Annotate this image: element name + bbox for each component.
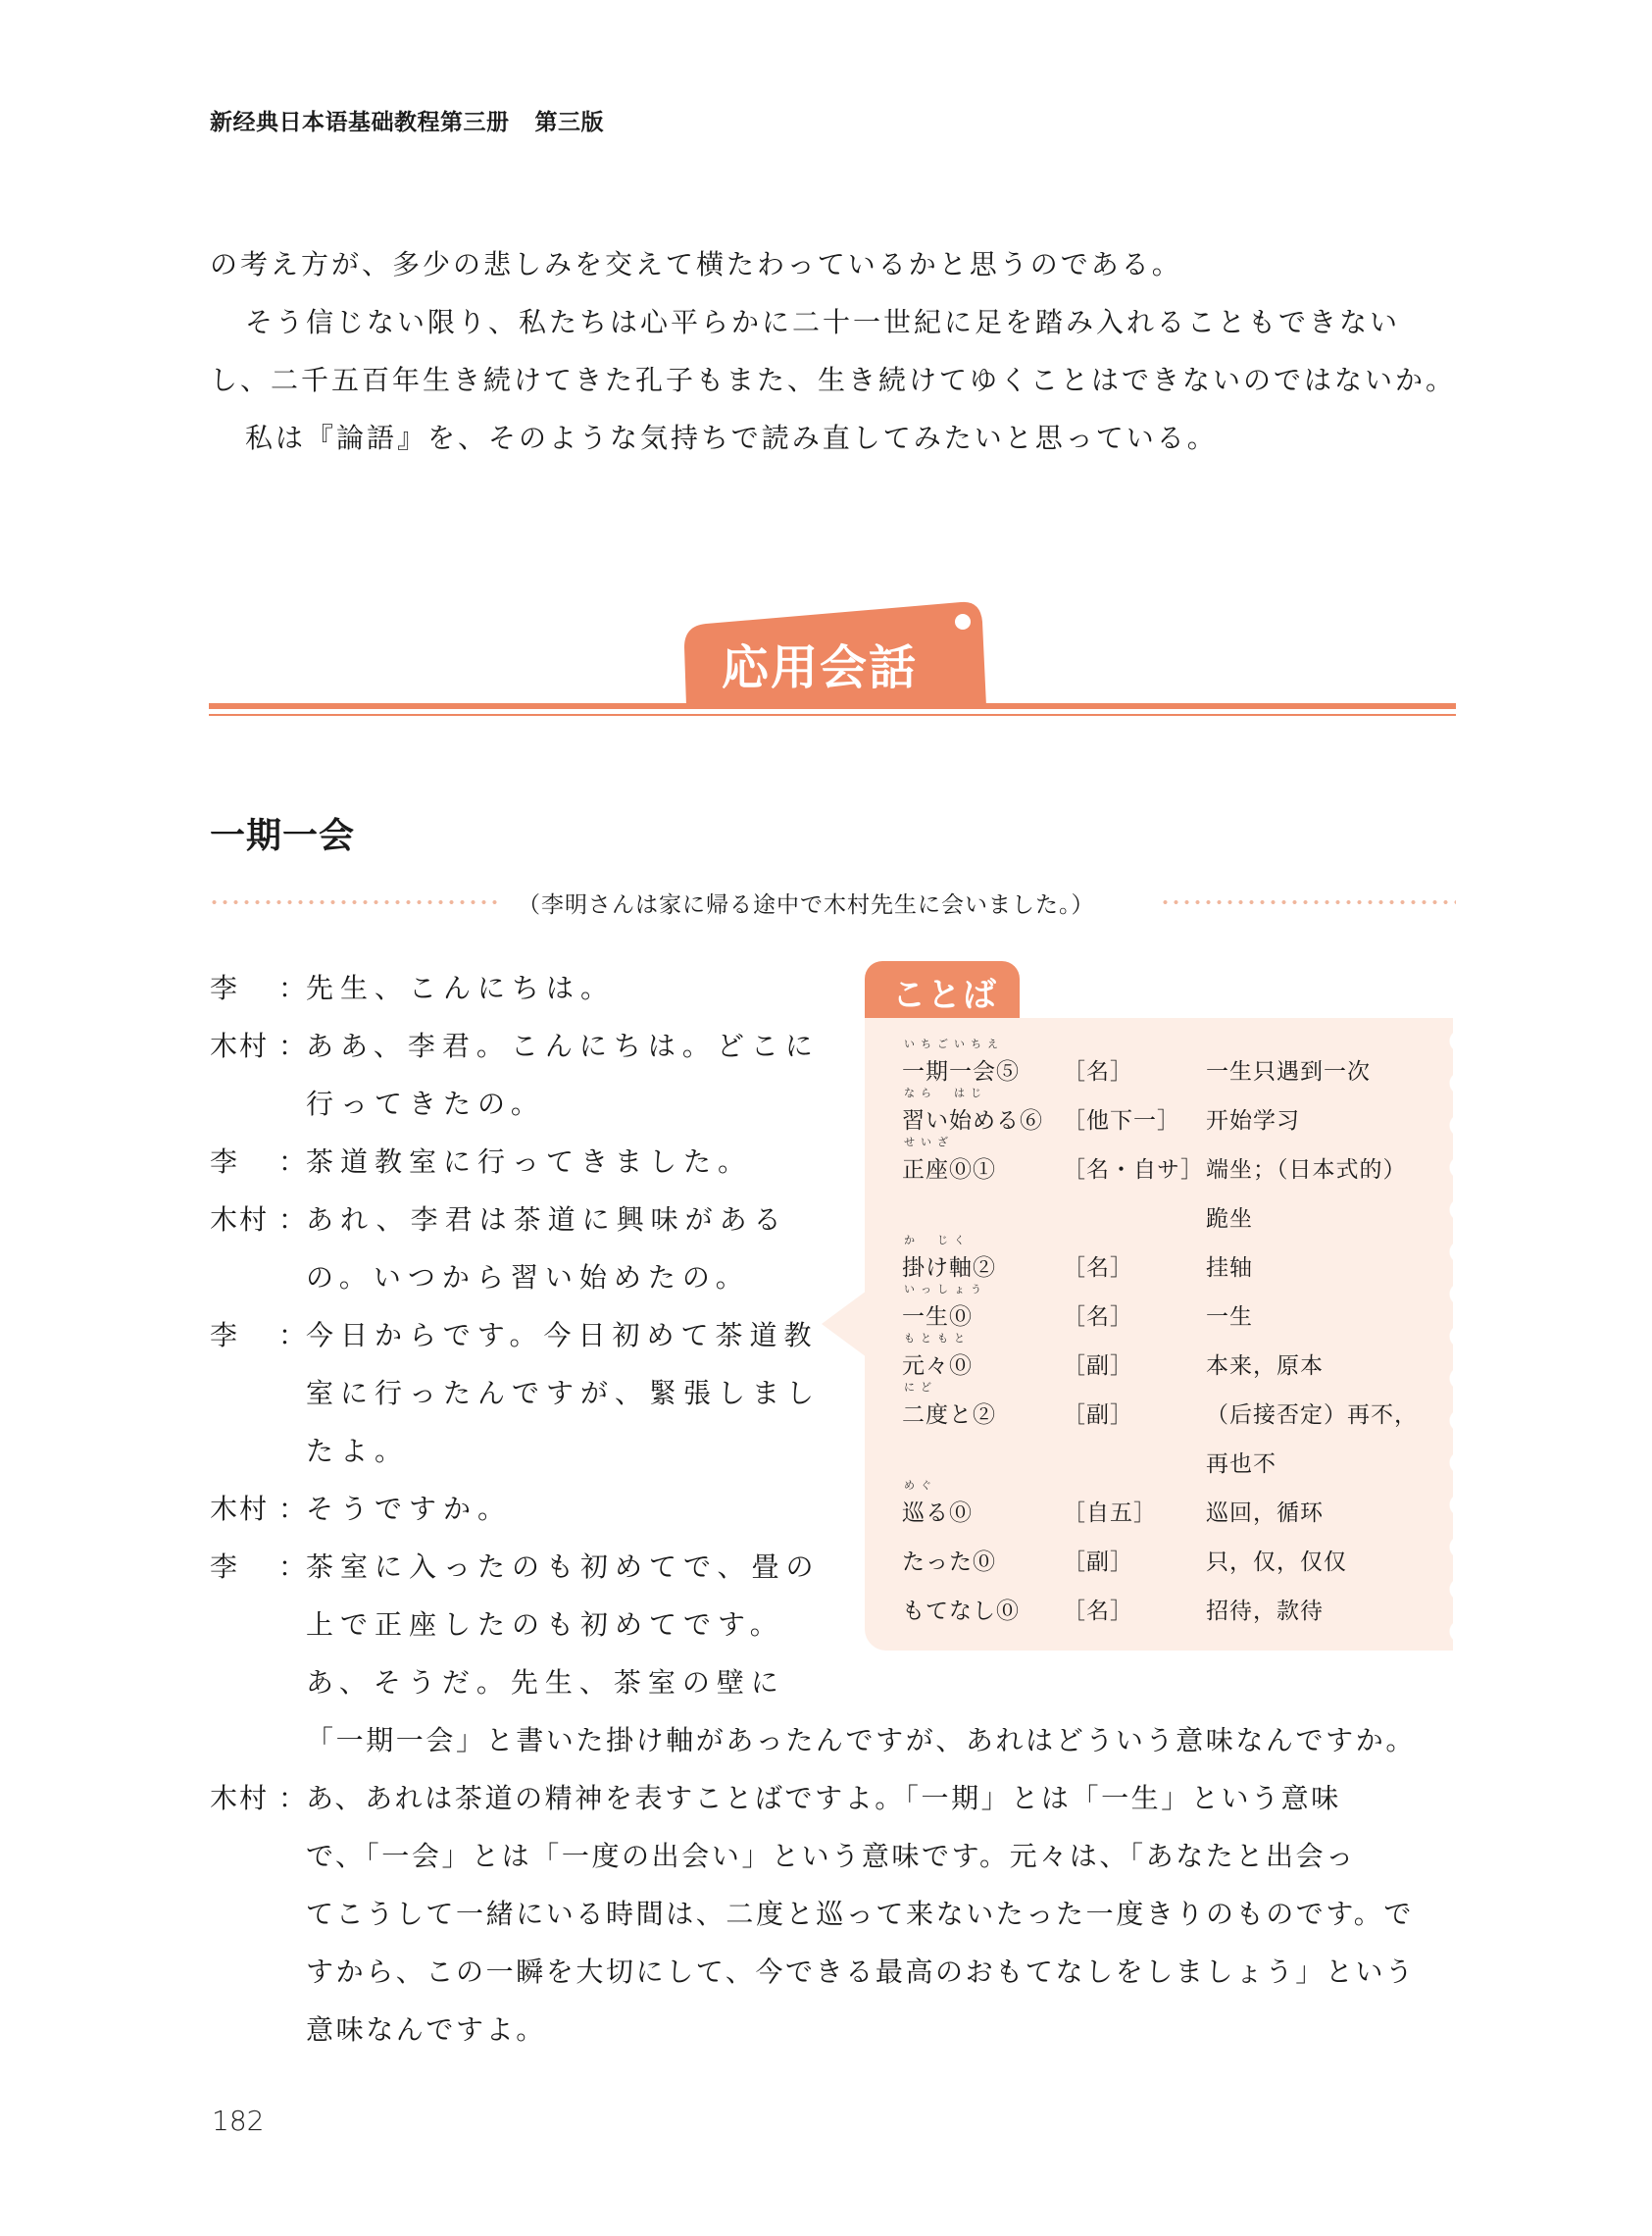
vocab-meaning: 再也不 — [1206, 1451, 1277, 1477]
book-title: 新经典日本语基础教程第三册 — [210, 110, 510, 135]
utterance: あ、そうだ。先生、茶室の壁に — [306, 1666, 785, 1699]
utterance: 茶道教室に行ってきました。 — [306, 1145, 753, 1178]
colon: ： — [278, 1319, 314, 1351]
vocab-pos: ［名・自サ］ — [1063, 1157, 1204, 1183]
utterance: 先生、こんにちは。 — [306, 972, 616, 1004]
vocab-meaning: 端坐；（日本式的） — [1206, 1157, 1407, 1183]
vocab-meaning: 一生只遇到一次 — [1206, 1059, 1371, 1085]
vocab-meaning: 挂轴 — [1206, 1255, 1253, 1281]
vocab-word: たった⓪ — [902, 1550, 996, 1575]
colon: ： — [278, 972, 314, 1004]
speaker: 李 — [210, 972, 240, 1004]
vocab-tab — [865, 961, 1020, 1020]
speaker: 木村 — [210, 1203, 270, 1236]
vocab-pos: ［他下一］ — [1063, 1108, 1180, 1134]
speaker: 李 — [210, 1145, 240, 1178]
utterance: たよ。 — [306, 1435, 410, 1467]
utterance: ああ、李君。こんにちは。どこに — [306, 1030, 820, 1062]
vocab-word: 掛け軸② — [902, 1255, 996, 1281]
vocab-word: 二度と② — [902, 1402, 996, 1428]
vocab-reading: いちごいちえ — [904, 1038, 1004, 1050]
section-label: 応用会話 — [722, 640, 919, 695]
speaker: 木村 — [210, 1782, 270, 1814]
vocab-pos: ［副］ — [1063, 1353, 1133, 1379]
edition-label: 第三版 — [534, 110, 604, 135]
paragraph-line: の考え方が、多少の悲しみを交えて横たわっているかと思うのである。 — [210, 248, 1182, 280]
colon: ： — [278, 1782, 309, 1814]
vocab-pos: ［名］ — [1063, 1599, 1133, 1624]
vocab-word: 習い始める⑥ — [902, 1108, 1043, 1134]
section-divider-thin — [209, 714, 1456, 716]
vocab-pos: ［名］ — [1063, 1059, 1133, 1085]
vocab-tab-label: ことば — [892, 976, 998, 1015]
vocab-reading: もともと — [904, 1332, 971, 1345]
speaker: 木村 — [210, 1030, 270, 1062]
paragraph-line: し、二千五百年生き続けてきた孔子もまた、生き続けてゆくことはできないのではないか。 — [210, 364, 1457, 396]
utterance: 室に行ったんですが、緊張しまし — [306, 1377, 822, 1409]
running-header — [210, 104, 604, 136]
colon: ： — [278, 1203, 314, 1236]
vocab-meaning: 一生 — [1206, 1304, 1253, 1330]
vocab-word: 巡る⓪ — [902, 1500, 973, 1526]
speaker: 李 — [210, 1550, 240, 1583]
vocab-reading: なら はじ — [904, 1087, 987, 1099]
utterance: 意味なんですよ。 — [306, 2013, 546, 2046]
page-number: 182 — [212, 2105, 265, 2137]
vocab-pos: ［名］ — [1063, 1304, 1133, 1330]
vocab-pos: ［副］ — [1063, 1550, 1133, 1575]
colon: ： — [278, 1030, 314, 1062]
speech-pointer-icon — [822, 1291, 867, 1357]
utterance: 「一期一会」と書いた掛け軸があったんですが、あれはどういう意味なんですか。 — [306, 1724, 1416, 1756]
vocab-reading: いっしょう — [904, 1283, 987, 1296]
vocab-word: 正座⓪① — [902, 1157, 996, 1183]
utterance: 茶室に入ったのも初めてで、畳の — [306, 1550, 821, 1583]
vocab-reading: せいざ — [904, 1136, 954, 1148]
vocab-meaning: （后接否定）再不， — [1206, 1402, 1418, 1428]
utterance: 上で正座したのも初めてです。 — [306, 1608, 784, 1641]
vocab-pos: ［自五］ — [1063, 1500, 1157, 1526]
vocab-word: 一期一会⑤ — [902, 1059, 1020, 1085]
vocab-meaning: 只，仅，仅仅 — [1206, 1550, 1347, 1575]
utterance: 今日からです。今日初めて茶道教 — [306, 1319, 819, 1351]
vocab-meaning: 本来，原本 — [1206, 1353, 1324, 1379]
utterance: そうですか。 — [306, 1493, 513, 1525]
utterance: すから、この一瞬を大切にして、今できる最高のおもてなしをしましょう」という — [306, 1956, 1416, 1988]
paragraph-line: そう信じない限り、私たちは心平らかに二十一世紀に足を踏み入れることもできない — [245, 306, 1401, 338]
vocab-word: 元々⓪ — [902, 1353, 973, 1379]
speaker: 木村 — [210, 1493, 270, 1525]
colon: ： — [278, 1550, 314, 1583]
scalloped-edge — [1441, 1020, 1461, 1648]
vocab-pos: ［副］ — [1063, 1402, 1133, 1428]
paragraph-line: 私は『論語』を、そのような気持ちで読み直してみたいと思っている。 — [245, 422, 1218, 454]
utterance: あれ、李君は茶道に興味がある — [306, 1203, 788, 1236]
section-tab — [676, 600, 988, 706]
vocab-meaning: 招待，款待 — [1206, 1599, 1324, 1624]
colon: ： — [278, 1145, 314, 1178]
lesson-title: 一期一会 — [210, 816, 356, 856]
utterance: てこうして一緒にいる時間は、二度と巡って来ないたった一度きりのものです。で — [306, 1898, 1414, 1930]
vocab-pos: ［名］ — [1063, 1255, 1133, 1281]
utterance: 行ってきたの。 — [306, 1088, 545, 1120]
utterance: の。いつから習い始めたの。 — [306, 1261, 750, 1294]
colon: ： — [278, 1493, 314, 1525]
vocab-reading: か じく — [904, 1234, 971, 1246]
scene-note: （李明さんは家に帰る途中で木村先生に会いました。） — [518, 892, 1095, 918]
speaker: 李 — [210, 1319, 240, 1351]
dotted-rule-right — [1160, 900, 1456, 904]
section-divider — [209, 703, 1456, 709]
vocab-reading: にど — [904, 1381, 937, 1394]
vocab-meaning: 跪坐 — [1206, 1206, 1253, 1232]
vocab-word: 一生⓪ — [902, 1304, 973, 1330]
utterance: で、「一会」とは「一度の出会い」という意味です。元々は、「あなたと出会っ — [306, 1840, 1356, 1872]
vocab-reading: めぐ — [904, 1479, 937, 1492]
vocab-meaning: 开始学习 — [1206, 1108, 1300, 1134]
vocab-meaning: 巡回，循环 — [1206, 1500, 1324, 1526]
vocab-word: もてなし⓪ — [902, 1599, 1020, 1624]
utterance: あ、あれは茶道の精神を表すことばですよ。「一期」とは「一生」という意味 — [306, 1782, 1341, 1814]
dotted-rule-left — [209, 900, 503, 904]
intro-paragraph — [210, 235, 1460, 467]
